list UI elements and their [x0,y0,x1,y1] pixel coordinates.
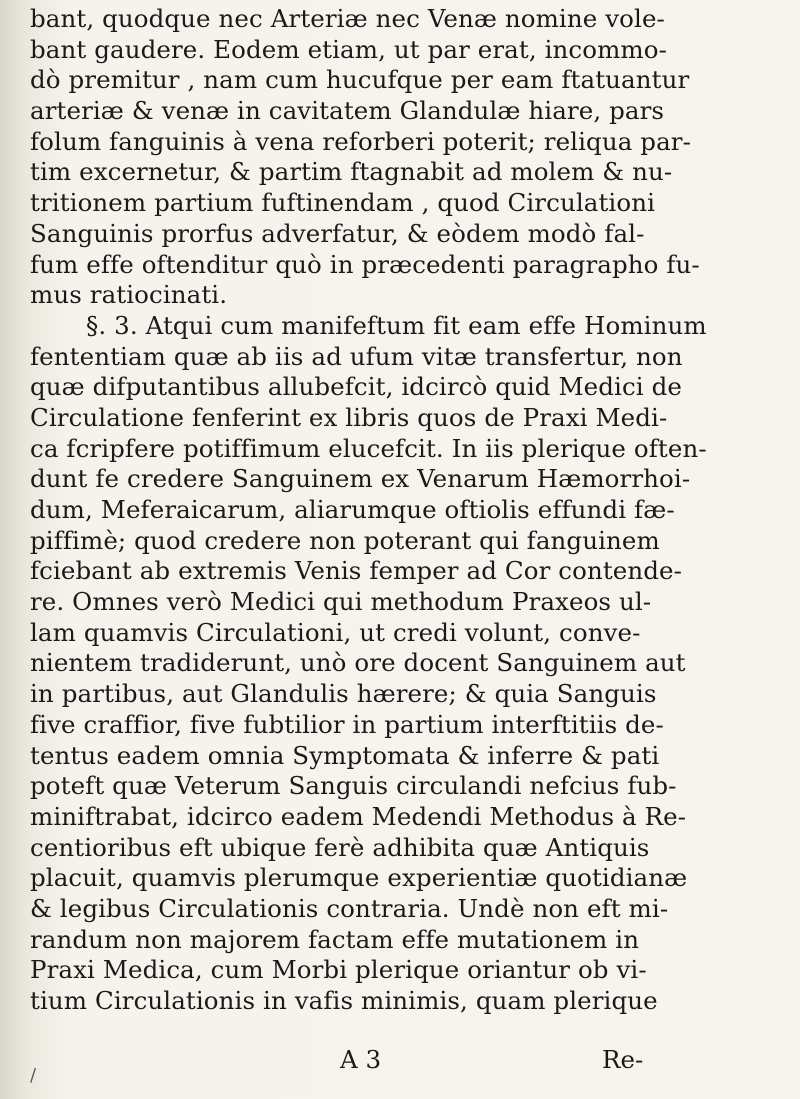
text-line: centioribus eft ubique ferè adhibita quæ Antiquis [30,832,650,862]
text-line: tium Circulationis in vafis minimis, quam plerique [30,986,658,1015]
text-line: fententiam quæ ab iis ad ufum vitæ transfertur, non [30,341,683,371]
text-line: mus ratiocinati. [30,280,228,310]
text-line: Circulatione fenferint ex libris quos de Praxi Medi- [30,402,668,432]
text-line: piffimè; quod credere non poterant qui fanguinem [30,525,660,555]
text-line: dunt fe credere Sanguinem ex Venarum Hæmorrhoi- [30,464,691,494]
catchword: Re- [602,1045,644,1074]
text-line: dò premitur , nam cum hucufque per eam ftatuantur [30,65,690,95]
text-line: quæ difputantibus allubefcit, idcircò quid Medici de [30,372,682,402]
text-line: fciebant ab extremis Venis femper ad Cor contende- [30,556,683,586]
signature-mark: A 3 [340,1045,382,1074]
text-line: bant, quodque nec Arteriæ nec Venæ nomine vole- [30,4,665,33]
text-line: tentus eadem omnia Symptomata & inferre & pati [30,740,660,770]
text-line: Sanguinis prorfus adverfatur, & eòdem modò fal- [30,218,645,248]
text-line: ca fcripfere potiffimum elucefcit. In iis plerique often- [30,433,707,463]
text-line: placuit, quamvis plerumque experientiæ quotidianæ [30,863,688,893]
text-line: in partibus, aut Glandulis hærere; & quia Sanguis [30,679,657,709]
text-line: bant gaudere. Eodem etiam, ut par erat, incommo- [30,34,667,64]
text-line: Praxi Medica, cum Morbi plerique oriantur ob vi- [30,955,647,985]
text-line: five craffior, five fubtilior in partium interftitiis de- [30,709,664,739]
page-footer [0,1045,800,1077]
stray-mark: / [30,1065,37,1086]
text-line: dum, Meferaicarum, aliarumque oftiolis effundi fæ- [30,495,675,524]
text-line: re. Omnes verò Medici qui methodum Praxeos ul- [30,587,652,617]
text-line: & legibus Circulationis contraria. Undè non eft mi- [30,893,669,923]
text-line: tritionem partium fuftinendam , quod Circulationi [30,188,656,218]
text-line: folum fanguinis à vena reforberi poterit; reliqua par- [30,126,691,156]
body-text [30,4,790,1017]
text-line: randum non majorem factam effe mutationem in [30,924,640,954]
text-line: arteriæ & venæ in cavitatem Glandulæ hiare, pars [30,96,665,126]
section-heading-line: §. 3. Atqui cum manifeftum fit eam effe Hominum [86,310,707,340]
text-line: lam quamvis Circulationi, ut credi volunt, conve- [30,617,641,647]
text-line: nientem tradiderunt, unò ore docent Sanguinem aut [30,648,686,678]
text-line: poteft quæ Veterum Sanguis circulandi nefcius fub- [30,771,677,801]
text-line: tim excernetur, & partim ftagnabit ad molem & nu- [30,157,673,187]
text-line: miniftrabat, idcirco eadem Medendi Methodus à Re- [30,801,687,831]
text-line: fum effe oftenditur quò in præcedenti paragrapho fu- [30,249,700,279]
